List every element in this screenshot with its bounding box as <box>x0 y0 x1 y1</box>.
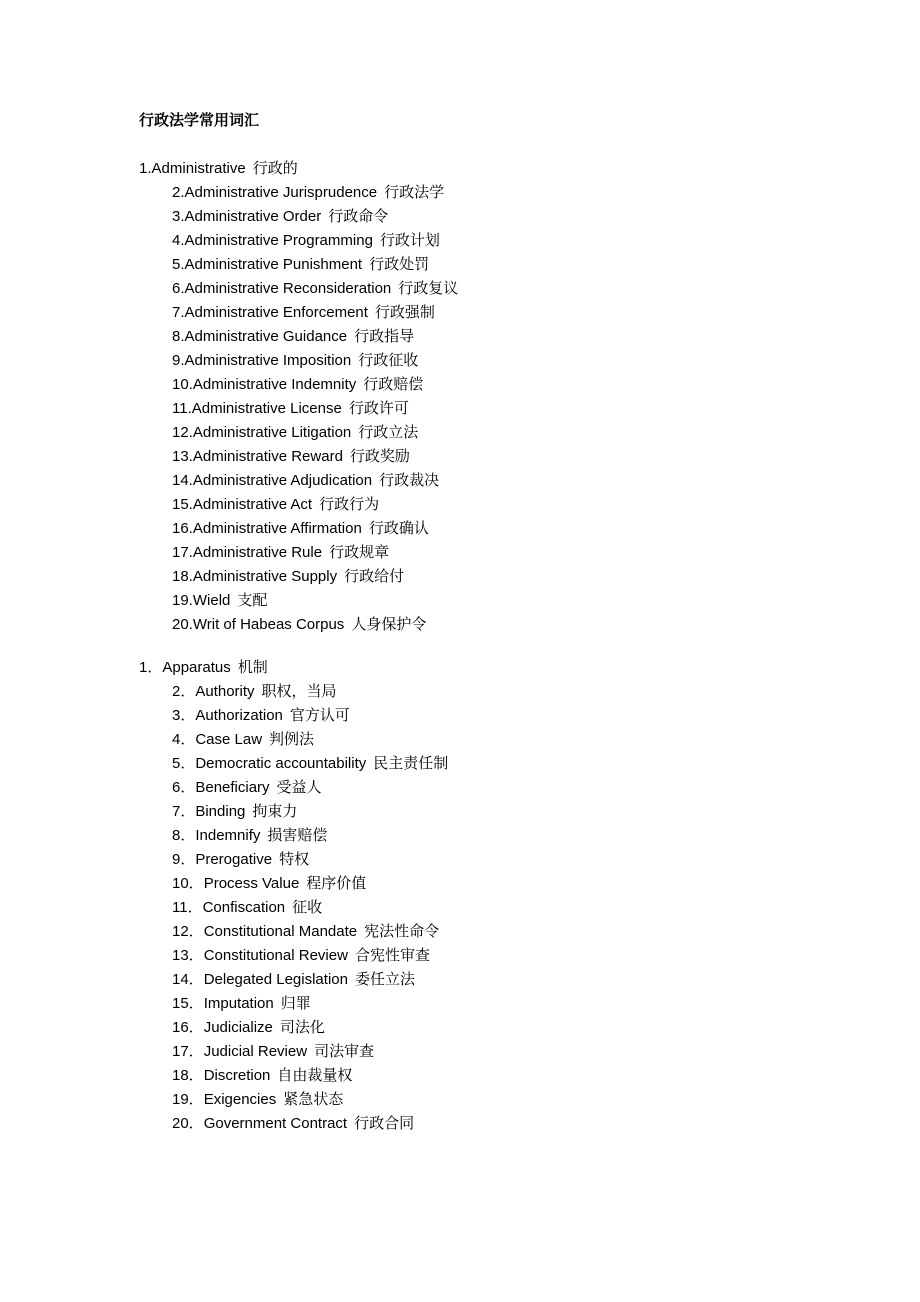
item-term-en: Administrative Jurisprudence <box>184 184 378 201</box>
item-term-zh: 行政处罚 <box>369 257 430 273</box>
item-term-zh: 行政命令 <box>328 209 389 225</box>
vocab-item <box>139 1112 859 1136</box>
vocab-item <box>139 704 859 728</box>
vocab-item <box>139 349 859 373</box>
vocab-item <box>139 848 859 872</box>
vocab-item <box>139 752 859 776</box>
item-number: 9． <box>172 851 196 868</box>
vocab-item <box>139 565 859 589</box>
vocab-item <box>139 824 859 848</box>
item-term-zh: 程序价值 <box>306 876 367 892</box>
vocab-item <box>139 1040 859 1064</box>
item-term-zh: 行政给付 <box>344 569 405 585</box>
vocab-item <box>139 968 859 992</box>
item-term-zh: 职权，当局 <box>261 684 337 700</box>
item-term-en: Administrative Imposition <box>184 352 352 369</box>
item-term-zh: 行政立法 <box>358 425 419 441</box>
item-number: 20. <box>172 616 193 633</box>
vocab-item <box>139 656 859 680</box>
item-term-en: Apparatus <box>162 659 231 676</box>
vocab-item <box>139 493 859 517</box>
vocab-list-general <box>139 656 859 1136</box>
item-term-zh: 行政的 <box>252 161 298 177</box>
item-term-zh: 紧急状态 <box>283 1092 344 1108</box>
item-term-en: Indemnify <box>195 827 261 844</box>
item-term-en: Authority <box>195 683 255 700</box>
item-term-en: Constitutional Mandate <box>203 923 358 940</box>
item-term-en: Judicialize <box>203 1019 273 1036</box>
item-term-zh: 行政规章 <box>329 545 390 561</box>
vocab-item <box>139 728 859 752</box>
item-number: 3． <box>172 707 196 724</box>
item-number: 4. <box>172 232 185 249</box>
item-number: 18. <box>172 568 193 585</box>
item-term-en: Administrative Programming <box>184 232 373 249</box>
item-term-en: Government Contract <box>203 1115 348 1132</box>
item-term-zh: 官方认可 <box>289 708 350 724</box>
item-term-zh: 受益人 <box>276 780 322 796</box>
item-term-zh: 司法化 <box>279 1020 325 1036</box>
item-number: 16. <box>172 520 193 537</box>
item-term-zh: 宪法性命令 <box>364 924 440 940</box>
item-number: 1. <box>139 160 152 177</box>
item-term-en: Administrative Punishment <box>184 256 363 273</box>
vocab-item <box>139 421 859 445</box>
vocab-item <box>139 800 859 824</box>
vocab-item <box>139 872 859 896</box>
item-number: 18． <box>172 1067 204 1084</box>
item-term-en: Prerogative <box>195 851 273 868</box>
vocab-item <box>139 205 859 229</box>
vocab-item <box>139 397 859 421</box>
item-term-zh: 行政许可 <box>348 401 409 417</box>
item-term-zh: 委任立法 <box>354 972 415 988</box>
item-term-zh: 行政指导 <box>354 329 415 345</box>
item-term-zh: 特权 <box>279 852 310 868</box>
item-term-en: Process Value <box>203 875 300 892</box>
vocab-item <box>139 445 859 469</box>
vocab-list-administrative <box>139 157 859 637</box>
vocab-item <box>139 1064 859 1088</box>
item-term-en: Imputation <box>203 995 274 1012</box>
item-number: 1． <box>139 659 163 676</box>
item-term-en: Exigencies <box>203 1091 277 1108</box>
item-term-en: Administrative Rule <box>192 544 323 561</box>
item-term-zh: 合宪性审查 <box>354 948 430 964</box>
item-number: 15． <box>172 995 204 1012</box>
item-number: 14． <box>172 971 204 988</box>
item-term-en: Administrative Guidance <box>184 328 348 345</box>
vocab-item <box>139 589 859 613</box>
item-number: 11. <box>172 400 192 417</box>
item-number: 12． <box>172 923 204 940</box>
item-term-zh: 自由裁量权 <box>277 1068 353 1084</box>
item-term-zh: 机制 <box>237 660 268 676</box>
item-term-en: Discretion <box>203 1067 271 1084</box>
vocab-item <box>139 157 859 181</box>
item-number: 19． <box>172 1091 204 1108</box>
vocab-item <box>139 373 859 397</box>
vocab-item <box>139 301 859 325</box>
item-term-zh: 行政强制 <box>374 305 435 321</box>
vocab-item <box>139 325 859 349</box>
item-term-zh: 行政计划 <box>379 233 440 249</box>
page-title: 行政法学常用词汇 <box>139 113 260 129</box>
vocab-item <box>139 613 859 637</box>
vocab-item <box>139 920 859 944</box>
item-number: 16． <box>172 1019 204 1036</box>
item-number: 7． <box>172 803 196 820</box>
document-page <box>139 109 859 1136</box>
vocab-item <box>139 776 859 800</box>
item-term-en: Delegated Legislation <box>203 971 348 988</box>
item-term-zh: 行政合同 <box>354 1116 415 1132</box>
item-term-en: Beneficiary <box>195 779 270 796</box>
vocab-item <box>139 517 859 541</box>
item-term-en: Constitutional Review <box>203 947 348 964</box>
item-number: 6. <box>172 280 185 297</box>
item-term-en: Judicial Review <box>203 1043 308 1060</box>
item-number: 8. <box>172 328 185 345</box>
item-term-zh: 民主责任制 <box>373 756 449 772</box>
item-term-en: Administrative Indemnity <box>192 376 357 393</box>
item-term-zh: 行政赔偿 <box>363 377 424 393</box>
item-number: 6． <box>172 779 196 796</box>
vocab-item <box>139 1088 859 1112</box>
item-term-en: Administrative Reconsideration <box>184 280 392 297</box>
item-number: 4． <box>172 731 196 748</box>
item-term-en: Administrative Supply <box>192 568 338 585</box>
item-number: 8． <box>172 827 196 844</box>
item-number: 2. <box>172 184 185 201</box>
vocab-item <box>139 992 859 1016</box>
item-term-zh: 行政行为 <box>319 497 380 513</box>
vocab-item <box>139 229 859 253</box>
vocab-item <box>139 896 859 920</box>
item-term-en: Administrative Adjudication <box>192 472 373 489</box>
vocab-item <box>139 277 859 301</box>
item-term-zh: 司法审查 <box>314 1044 375 1060</box>
vocab-item <box>139 253 859 277</box>
item-term-zh: 损害赔偿 <box>267 828 328 844</box>
item-number: 17． <box>172 1043 204 1060</box>
item-term-zh: 判例法 <box>269 732 315 748</box>
item-number: 5． <box>172 755 196 772</box>
item-term-en: Administrative Act <box>192 496 313 513</box>
item-term-zh: 征收 <box>292 900 323 916</box>
item-number: 10． <box>172 875 204 892</box>
item-term-en: Administrative Reward <box>192 448 343 465</box>
item-term-en: Administrative Affirmation <box>192 520 362 537</box>
item-term-zh: 支配 <box>237 593 268 609</box>
item-number: 12. <box>172 424 193 441</box>
item-term-en: Writ of Habeas Corpus <box>192 616 345 633</box>
vocab-item <box>139 680 859 704</box>
item-term-zh: 归罪 <box>280 996 311 1012</box>
item-term-en: Wield <box>192 592 231 609</box>
item-term-en: Administrative <box>151 160 246 177</box>
vocab-item <box>139 541 859 565</box>
item-term-en: Administrative Order <box>184 208 322 225</box>
item-term-zh: 拘束力 <box>252 804 298 820</box>
item-number: 5. <box>172 256 185 273</box>
item-term-zh: 行政裁决 <box>379 473 440 489</box>
item-number: 13． <box>172 947 204 964</box>
item-term-en: Case Law <box>195 731 263 748</box>
vocab-item <box>139 944 859 968</box>
item-term-zh: 行政奖励 <box>349 449 410 465</box>
item-term-en: Administrative Enforcement <box>184 304 368 321</box>
item-term-zh: 行政复议 <box>398 281 459 297</box>
item-number: 20． <box>172 1115 204 1132</box>
item-term-zh: 人身保护令 <box>351 617 427 633</box>
item-number: 3. <box>172 208 185 225</box>
item-term-zh: 行政法学 <box>384 185 445 201</box>
vocab-item <box>139 469 859 493</box>
item-term-en: Democratic accountability <box>195 755 367 772</box>
item-number: 11． <box>172 899 203 916</box>
item-term-en: Binding <box>195 803 246 820</box>
item-number: 19. <box>172 592 193 609</box>
item-number: 9. <box>172 352 185 369</box>
item-term-en: Authorization <box>195 707 283 724</box>
item-number: 2． <box>172 683 196 700</box>
vocab-item <box>139 1016 859 1040</box>
item-number: 17. <box>172 544 193 561</box>
item-number: 14. <box>172 472 193 489</box>
vocab-item <box>139 181 859 205</box>
item-number: 7. <box>172 304 185 321</box>
item-term-zh: 行政征收 <box>358 353 419 369</box>
item-term-en: Administrative Litigation <box>192 424 352 441</box>
item-term-en: Confiscation <box>202 899 286 916</box>
item-number: 10. <box>172 376 193 393</box>
item-number: 15. <box>172 496 193 513</box>
item-term-en: Administrative License <box>191 400 342 417</box>
item-number: 13. <box>172 448 193 465</box>
item-term-zh: 行政确认 <box>368 521 429 537</box>
